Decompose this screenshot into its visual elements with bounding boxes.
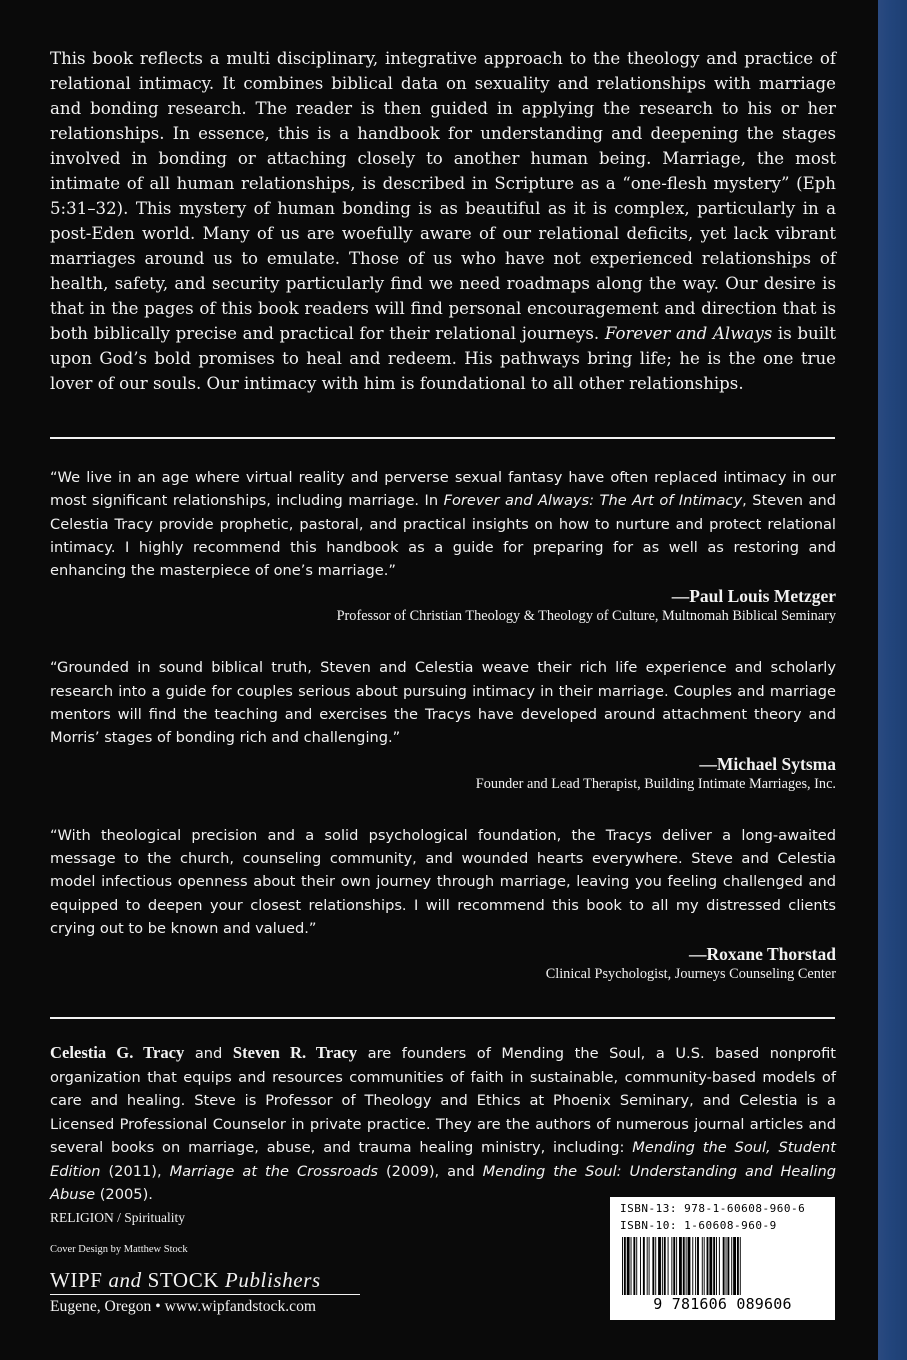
barcode-digits: 9 781606 089606 bbox=[653, 1295, 792, 1313]
publisher-name: WIPF and STOCK Publishers bbox=[50, 1267, 360, 1295]
author-name: Steven R. Tracy bbox=[232, 1043, 358, 1063]
endorsement-attribution bbox=[50, 754, 836, 794]
endorser-name: —Paul Louis Metzger bbox=[671, 586, 836, 607]
author-name: Celestia G. Tracy bbox=[50, 1043, 185, 1063]
isbn-barcode bbox=[610, 1197, 835, 1320]
publisher-logo bbox=[50, 1267, 360, 1316]
endorser-title: Founder and Lead Therapist, Building Intimate Marriages, Inc. bbox=[475, 775, 836, 792]
book-title-italic: Forever and Always bbox=[604, 324, 773, 343]
endorsement bbox=[50, 466, 836, 626]
book-description: This book reflects a multi disciplinary, integrative approach to the theology and practice of relational intimacy. It combines biblical data on sexuality and relationships with marriage and bonding research. The reader is then guided in applying the research to his or her relationships. In essence, this is a handbook for understanding and deepening the stages involved in bonding or attaching closely to another human being. Marriage, the most intimate of all human relationships, is described in Scripture as a “one-flesh mystery” (Eph 5:31–32). This mystery of human bonding is as beautiful as it is complex, particularly in a post-Eden world. Many of us are woefully aware of our relational deficits, yet lack vibrant marriages around us to emulate. Those of us who have not experienced relationships of health, safety, and security particularly find we need roadmaps along the way. Our desire is that in the pages of this book readers will find personal encouragement and direction that is both biblically precise and practical for their relational journeys. Forever and Always is built upon God’s bold promises to heal and redeem. His pathways bring life; he is the one true lover of our souls. Our intimacy with him is foundational to all other relationships. bbox=[50, 49, 836, 393]
endorser-title: Clinical Psychologist, Journeys Counseling Center bbox=[545, 966, 836, 983]
author-bio: Celestia G. Tracy and Steven R. Tracy are founders of Mending the Soul, a U.S. based nonprofit organization that equips and resources communities of faith in sustainable, community-based models of care and healing. Steve is Professor of Theology and Ethics at Phoenix Seminary, and Celestia is a Licensed Professional Counselor in private practice. They are the authors of numerous journal articles and several books on marriage, abuse, and trauma healing ministry, including: Mending the Soul, Student Edition (2011), Marriage at the Crossroads (2009), and Mending the Soul: Understanding and Healing Abuse (2005). bbox=[50, 1043, 836, 1204]
spine-strip bbox=[878, 0, 907, 1360]
publisher-location: Eugene, Oregon • www.wipfandstock.com bbox=[50, 1298, 317, 1315]
barcode-bars bbox=[620, 1237, 825, 1299]
endorsement-quote: “We live in an age where virtual reality and perverse sexual fantasy have often replaced intimacy in our most significant relationships, including marriage. In Forever and Always: The Art of Intimacy, Steven and Celestia Tracy provide prophetic, pastoral, and practical insights on how to nurture and protect relational intimacy. I highly recommend this handbook as a guide for preparing for as well as restoring and enhancing the masterpiece of one’s marriage.” bbox=[50, 469, 837, 580]
divider bbox=[50, 1017, 835, 1019]
endorsement bbox=[50, 656, 836, 793]
endorsements bbox=[50, 466, 836, 984]
endorser-title: Professor of Christian Theology & Theology of Culture, Multnomah Biblical Seminary bbox=[336, 608, 836, 625]
endorser-name: —Michael Sytsma bbox=[699, 753, 836, 774]
endorsement-quote: “With theological precision and a solid psychological foundation, the Tracys deliver a long-awaited message to the church, counseling community, and wounded hearts everywhere. Steve and Celestia model infectious openness about their own journey through marriage, leaving you feeling challenged and equipped to deepen your closest relationships. I will recommend this book to all my distressed clients crying out to be known and valued.” bbox=[50, 826, 836, 937]
endorsement-attribution bbox=[50, 944, 836, 984]
back-cover-content bbox=[50, 46, 836, 1207]
divider bbox=[50, 437, 835, 439]
endorsement bbox=[50, 824, 836, 984]
isbn-10: ISBN-10: 1-60608-960-9 bbox=[620, 1219, 777, 1232]
endorsement-quote: “Grounded in sound biblical truth, Steven and Celestia weave their rich life experience and scholarly research into a guide for couples serious about pursuing intimacy in their marriage. Couples and marriage mentors will find the teaching and exercises the Tracys have developed around attachment theory and Morris’ stages of bonding rich and challenging.” bbox=[50, 659, 836, 747]
endorsement-attribution bbox=[50, 586, 836, 626]
category-label: RELIGION / Spirituality bbox=[50, 1210, 185, 1225]
cover-design-credit: Cover Design by Matthew Stock bbox=[50, 1244, 188, 1255]
isbn-13: ISBN-13: 978-1-60608-960-6 bbox=[620, 1202, 806, 1215]
endorser-name: —Roxane Thorstad bbox=[689, 944, 836, 965]
